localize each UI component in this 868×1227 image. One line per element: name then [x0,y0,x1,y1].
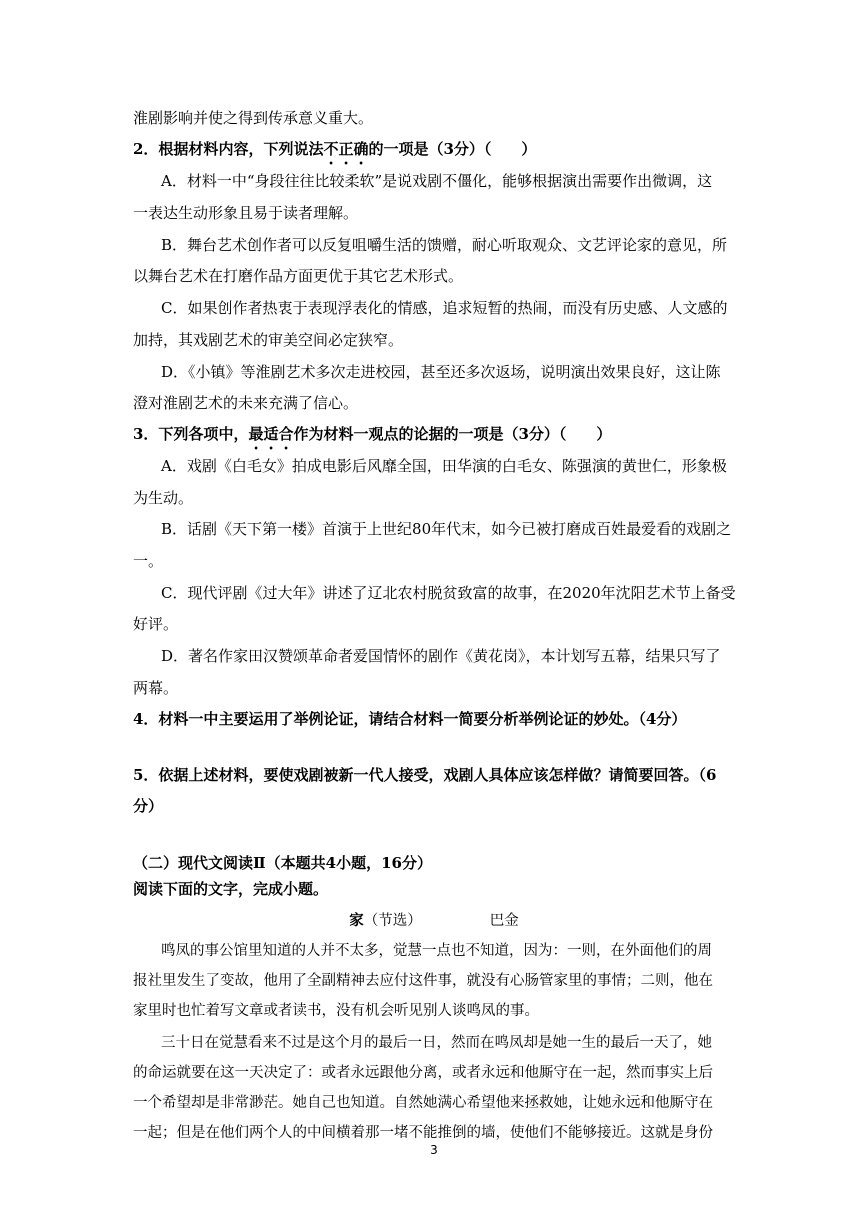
q2-option-b: B．舞台艺术创作者可以反复咀嚼生活的馈赠，耐心听取观众、文艺评论家的意见，所 [161,236,728,254]
section-heading: （二）现代文阅读Ⅱ（本题共4小题，16分） [133,854,432,872]
q3-option-b-cont: 一。 [133,552,164,570]
q3-option-b: B．话剧《天下第一楼》首演于上世纪80年代末，如今已被打磨成百姓最爱看的戏剧之 [161,520,732,538]
passage-title-note: （节选） [363,913,422,929]
question-3 [133,424,611,453]
question-2 [133,139,536,168]
passage-line: 一个希望却是非常渺茫。她自己也知道。自然她满心希望他来拯救她，让她永远和他厮守在 [133,1095,713,1111]
page-number: 3 [430,1143,438,1157]
question-5-cont: 分） [133,797,164,815]
q2-option-a-cont: 一表达生动形象且易于读者理解。 [133,204,359,222]
passage-line: 的命运就要在这一天决定了：或者永远跟他分离，或者永远和他厮守在一起，然而事实上后 [133,1065,713,1081]
q2-option-d-cont: 澄对淮剧艺术的未来充满了信心。 [133,394,359,412]
q3-emphasis: 最适合 [248,425,294,443]
passage-line: 三十日在觉慧看来不过是这个月的最后一日，然而在鸣凤却是她一生的最后一天了，她 [161,1035,712,1051]
passage-title [0,911,868,931]
q2-text: 2．根据材料内容，下列说法 [133,140,324,158]
q2-text-end: 的一项是（3分）（ ） [368,140,537,158]
q3-option-a: A．戏剧《白毛女》拍成电影后风靡全国，田华演的白毛女、陈强演的黄世仁，形象极 [161,457,727,475]
question-4: 4．材料一中主要运用了举例论证，请结合材料一简要分析举例论证的妙处。（4分） [133,710,687,728]
q2-option-d: D．《小镇》等淮剧艺术多次走进校园，甚至还多次返场，说明演出效果良好，这让陈 [161,363,721,381]
q3-option-c: C．现代评剧《过大年》讲述了辽北农村脱贫致富的故事，在2020年沈阳艺术节上备受 [161,584,736,602]
q3-option-a-cont: 为生动。 [133,489,194,507]
q3-text: 3．下列各项中， [133,425,249,443]
passage-line: 鸣凤的事公馆里知道的人并不太多，觉慧一点也不知道，因为：一则，在外面他们的周 [161,943,712,959]
q2-option-c: C．如果创作者热衷于表现浮表化的情感，追求短暂的热闹，而没有历史感、人文感的 [161,299,728,317]
question-5: 5．依据上述材料，要使戏剧被新一代人接受，戏剧人具体应该怎样做？请简要回答。（6 [133,766,717,784]
q3-option-d: D．著名作家田汉赞颂革命者爱国情怀的剧作《黄花岗》，本计划写五幕，结果只写了 [161,647,721,665]
passage-title-name: 家 [349,913,364,929]
q2-emphasis: 不正确 [323,140,369,158]
passage-author: 巴金 [489,913,519,929]
passage-line: 一起；但是在他们两个人的中间横着那一堵不能推倒的墙，使他们不能够接近。这就是身份 [133,1125,713,1141]
passage-line: 报社里发生了变故，他用了全副精神去应付这件事，就没有心肠管家里的事情；二则，他在 [133,973,713,989]
passage-line: 家里时也忙着写文章或者读书，没有机会听见别人谈鸣凤的事。 [133,1003,539,1019]
q3-option-d-cont: 两幕。 [133,679,179,697]
q2-option-c-cont: 加持，其戏剧艺术的审美空间必定狭窄。 [133,331,404,349]
q3-text-end: 作为材料一观点的论据的一项是（3分）（ ） [293,425,612,443]
q2-option-b-cont: 以舞台艺术在打磨作品方面更优于其它艺术形式。 [133,267,464,285]
section-instructions: 阅读下面的文字，完成小题。 [133,880,329,898]
q2-option-a: A．材料一中“身段往往比较柔软”是说戏剧不僵化，能够根据演出需要作出微调，这 [161,172,713,190]
text-line: 淮剧影响并使之得到传承意义重大。 [133,109,374,127]
q3-option-c-cont: 好评。 [133,615,179,633]
